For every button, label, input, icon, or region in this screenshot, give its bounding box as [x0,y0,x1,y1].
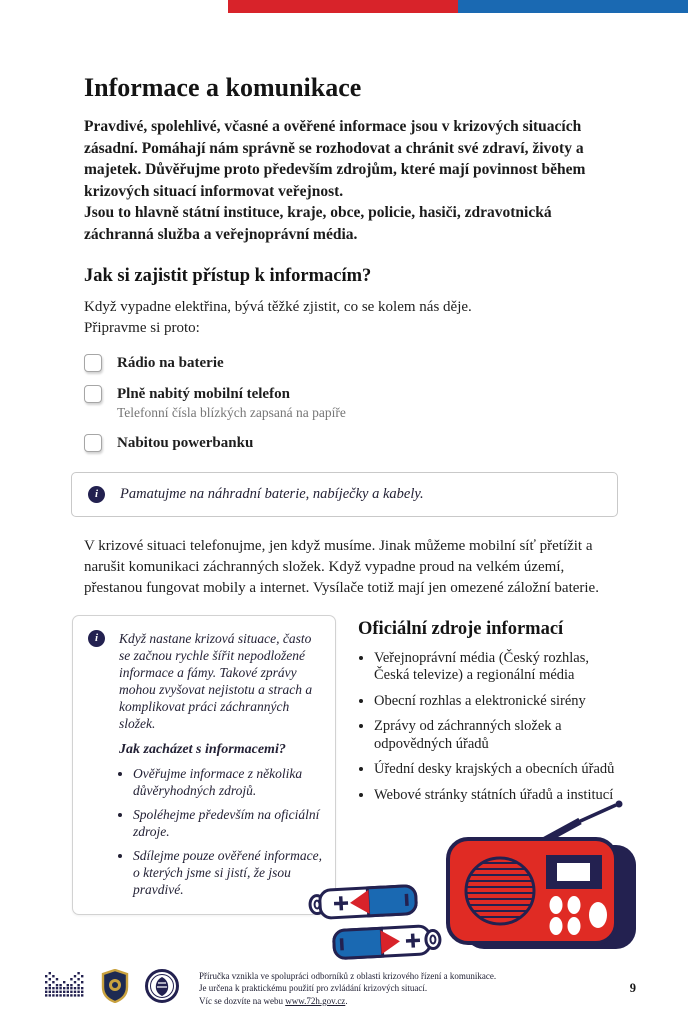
footer-text [199,970,496,1008]
access-section-text [84,297,618,339]
page-title: Informace a komunikace [84,73,362,102]
checklist-item-powerbank [84,433,618,453]
footer-line-2: Je určena k praktickému použití pro zvládání krizových situací. [199,983,428,994]
flag-blue-segment [458,0,688,13]
access-line-2: Připravme si proto: [84,319,200,336]
shield-badge-logo [101,969,129,1008]
checklist-label: Nabitou powerbanku [117,434,254,451]
info-icon: i [88,486,105,503]
rumors-text: Když nastane krizová situace, často se začnou rychle šířit nepodložené informace a fámy. Takové zprávy mohou zvyšovat nejistotu a strach a komplikovat práci záchranných složek. [119,630,313,731]
footer-line-3: Víc se dozvíte na webu www.72h.gov.cz. [199,995,348,1006]
official-sources-heading: Oficiální zdroje informací [358,618,564,639]
access-section-heading: Jak si zajistit přístup k informacím? [84,265,372,286]
checklist-note: Telefonní čísla blízkých zapsaná na papíře [117,404,346,420]
batteries-tip-box [71,472,618,517]
list-item: • Obecní rozhlas a elektronické sirény [374,693,618,711]
website-link[interactable]: www.72h.gov.cz [285,995,346,1006]
intro-paragraph-part2: Jsou to hlavně státní instituce, kraje, obce, policie, hasiči, zdravotnická záchranná služba a veřejnoprávní média. [84,204,552,243]
list-item: • Úřední desky krajských a obecních úřadů [374,761,618,779]
checkbox[interactable] [84,385,102,403]
page-footer [45,969,636,1008]
rumors-subheading: Jak zacházet s informacemi? [119,741,286,757]
footer-line-1: Příručka vznikla ve spolupráci odborníků z oblasti krizového řízení a komunikace. [199,970,497,981]
checkbox[interactable] [84,354,102,372]
tip-text: Pamatujme na náhradní baterie, nabíječky a kabely. [120,485,424,502]
checklist-label: Rádio na baterie [117,354,224,371]
rumors-info-box [72,615,336,915]
official-sources-column [358,615,618,813]
dotted-castle-logo [45,969,85,1008]
page-content [84,13,618,915]
access-line-1: Když vypadne elektřina, bývá těžké zjistit, co se kolem nás děje. [84,298,472,315]
info-icon: i [88,630,105,647]
round-emblem-logo [145,969,179,1008]
checklist-item-radio [84,353,618,373]
list-item: • Webové stránky státních úřadů a institucí [374,787,618,805]
batteries-illustration [306,880,456,973]
checkbox[interactable] [84,434,102,452]
page-number: 9 [629,981,636,995]
checklist-label: Plně nabitý mobilní telefon [117,385,290,402]
official-sources-list [358,650,618,805]
flag-red-segment [228,0,458,13]
list-item: • Spoléhejme především na oficiální zdroje. [133,806,322,840]
top-flag-bar [0,0,688,13]
preparation-checklist [84,353,618,453]
network-paragraph: V krizové situaci telefonujme, jen když musíme. Jinak můžeme mobilní síť přetížit a narušit komunikaci záchranných složek. Když vypadne proud na velkém území, přestanou fungovat mobily a internet. Vysílače totiž mají jen omezené záložní baterie. [84,537,599,596]
rumors-bullet-list [119,765,322,898]
list-item: • Ověřujme informace z několika důvěryhodných zdrojů. [133,765,322,799]
intro-paragraph-part1: Pravdivé, spolehlivé, včasné a ověřené informace jsou v krizových situacích zásadní. Pomáhají nám správně se rozhodovat a chránit své zdraví, životy a majetek. Důvěřujme proto především zdrojům, které mají povinnost během krizových situací informovat veřejnost. [84,118,586,200]
list-item: • Zprávy od záchranných složek a odpovědných úřadů [374,718,618,753]
list-item: • Sdílejme pouze ověřené informace, o kterých jsme si jistí, že jsou pravdivé. [133,847,322,898]
checklist-item-phone [84,384,618,422]
list-item: • Veřejnoprávní média (Český rozhlas, Česká televize) a regionální média [374,650,618,685]
radio-illustration [438,793,654,966]
intro-paragraph [84,116,618,246]
